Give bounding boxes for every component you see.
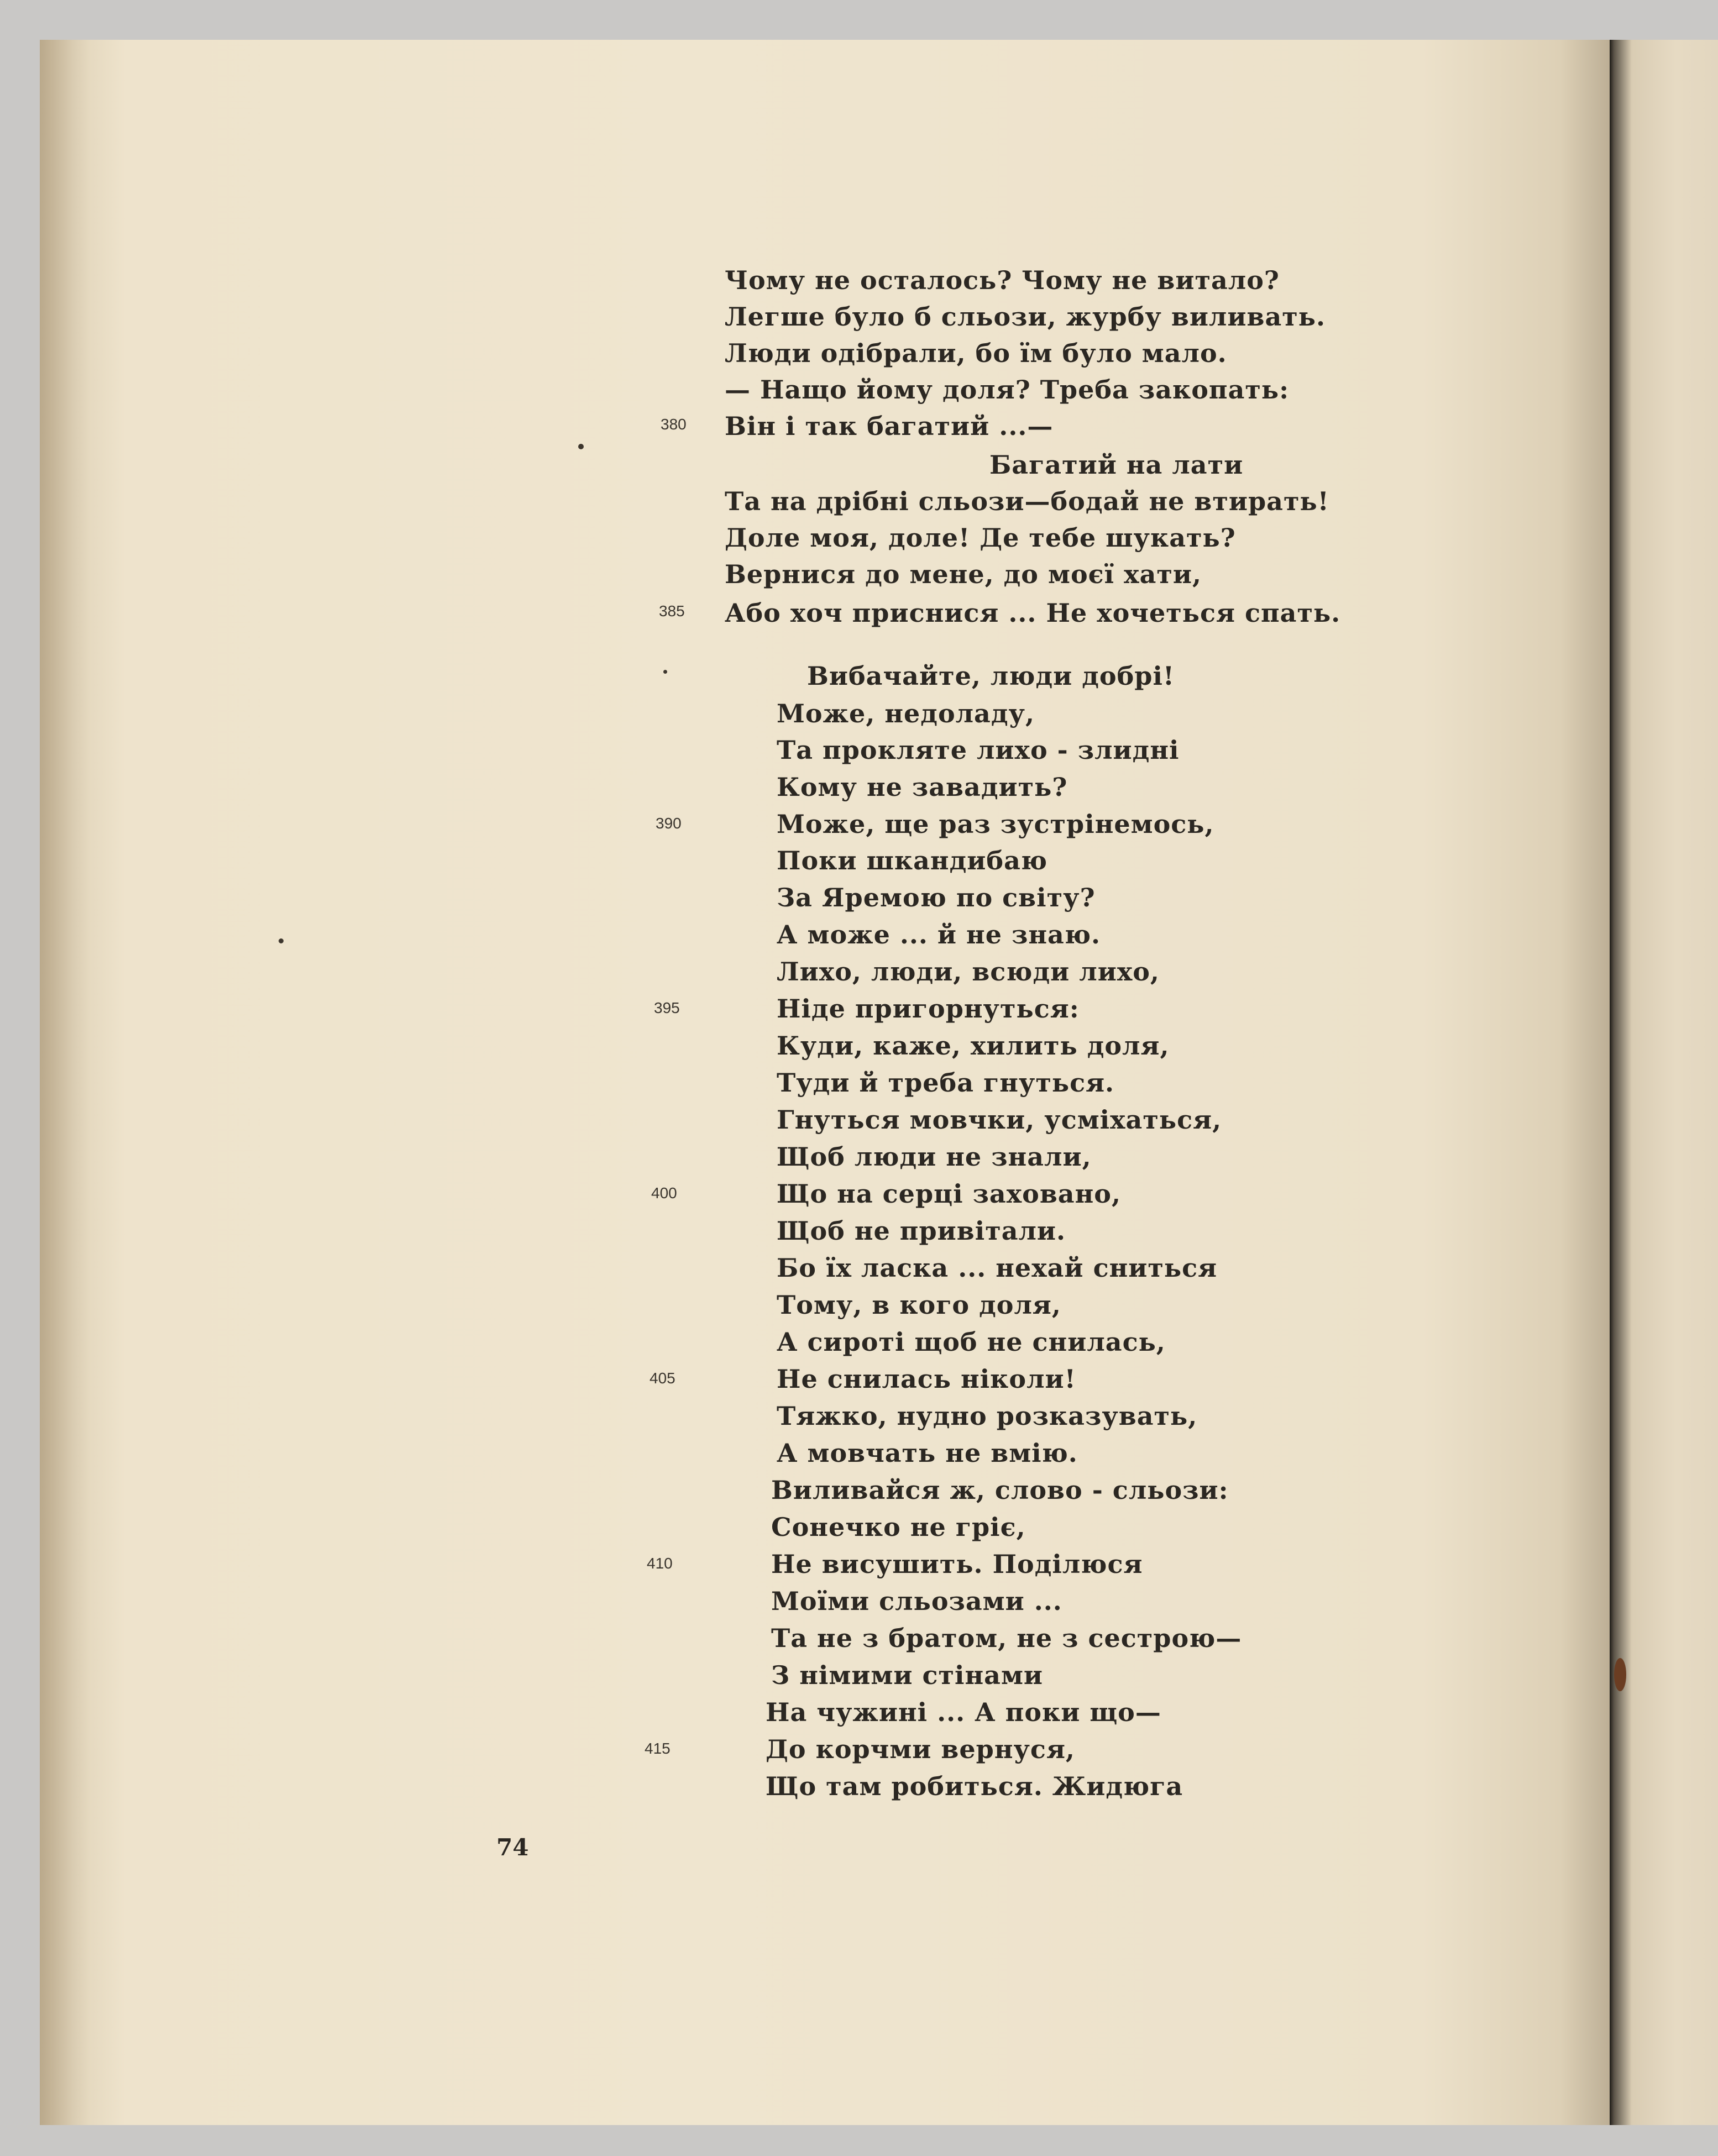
line-number: 390 xyxy=(656,815,682,832)
poem-line: Сонечко не гріє, xyxy=(771,1512,1026,1542)
line-number: 415 xyxy=(645,1740,671,1757)
poem-line: До корчми вернуся, xyxy=(766,1734,1075,1764)
poem-line: Та не з братом, не з сестрою— xyxy=(771,1623,1242,1653)
poem-line: Що там робиться. Жидюга xyxy=(766,1771,1183,1801)
poem-line: Легше було б сльози, журбу виливать. xyxy=(725,302,1326,332)
line-number: 405 xyxy=(650,1370,675,1387)
poem-line: Він і так багатий ...— xyxy=(725,411,1054,441)
poem-line: Чому не осталось? Чому не витало? xyxy=(725,265,1280,295)
poem-line: Не снилась ніколи! xyxy=(777,1364,1076,1394)
page-number: 74 xyxy=(496,1834,529,1861)
poem-line: Гнуться мовчки, усміхаться, xyxy=(777,1105,1222,1135)
poem-line: Тому, в кого доля, xyxy=(777,1290,1061,1320)
poem-line: Куди, каже, хилить доля, xyxy=(777,1031,1170,1061)
poem-line: Щоб люди не знали, xyxy=(777,1142,1092,1172)
poem-line: Може, ще раз зустрінемось, xyxy=(777,809,1214,839)
poem-line: Виливайся ж, слово - сльози: xyxy=(771,1475,1229,1505)
poem-line: — Нащо йому доля? Треба закопать: xyxy=(725,375,1290,405)
line-number: 400 xyxy=(651,1184,677,1202)
poem-line: Щоб не привітали. xyxy=(777,1216,1066,1246)
poem-line: Багатий на лати xyxy=(989,450,1244,480)
poem-line: Або хоч приснися ... Не хочеться спать. xyxy=(725,598,1341,628)
line-number: 380 xyxy=(661,416,687,433)
poem-line: Тяжко, нудно розказувать, xyxy=(777,1401,1198,1431)
poem-line: Моїми сльозами ... xyxy=(771,1586,1062,1616)
poem-line: А може ... й не знаю. xyxy=(777,920,1101,950)
poem-line: Кому не завадить? xyxy=(777,772,1068,802)
poem-line: З німими стінами xyxy=(771,1660,1044,1690)
paper-speck xyxy=(663,670,667,674)
poem-line: Та на дрібні сльози—бодай не втирать! xyxy=(725,486,1329,516)
poem-line: За Яремою по світу? xyxy=(777,883,1096,912)
line-number: 395 xyxy=(654,999,680,1016)
poem-line: Не висушить. Поділюся xyxy=(771,1549,1143,1579)
poem-line: Може, недоладу, xyxy=(777,699,1035,728)
poem-line: Туди й треба гнуться. xyxy=(777,1068,1115,1098)
line-number: 385 xyxy=(659,602,685,620)
poem-line: Люди одібрали, бо їм було мало. xyxy=(725,338,1227,368)
poem-line: Поки шкандибаю xyxy=(777,846,1048,875)
poem-line: Ніде пригорнуться: xyxy=(777,994,1080,1024)
poem-line: Лихо, люди, всюди лихо, xyxy=(777,957,1160,987)
poem-line: Вернися до мене, до моєї хати, xyxy=(725,559,1202,589)
paper-speck xyxy=(279,938,284,943)
poem-line: На чужині ... А поки що— xyxy=(766,1697,1161,1727)
poem-line: Доле моя, доле! Де тебе шукать? xyxy=(725,523,1236,553)
poem-line: А сироті щоб не снилась, xyxy=(777,1327,1166,1357)
poem-line: Бо їх ласка ... нехай сниться xyxy=(777,1253,1218,1283)
poem-line: А мовчать не вмію. xyxy=(777,1438,1078,1468)
line-number: 410 xyxy=(647,1555,673,1572)
poem-line: Що на серці заховано, xyxy=(777,1179,1121,1209)
poem-line: Та прокляте лихо - злидні xyxy=(777,735,1180,765)
paper-speck xyxy=(578,444,584,449)
page-stain xyxy=(1614,1658,1626,1691)
poem-line: Вибачайте, люди добрі! xyxy=(807,661,1175,691)
